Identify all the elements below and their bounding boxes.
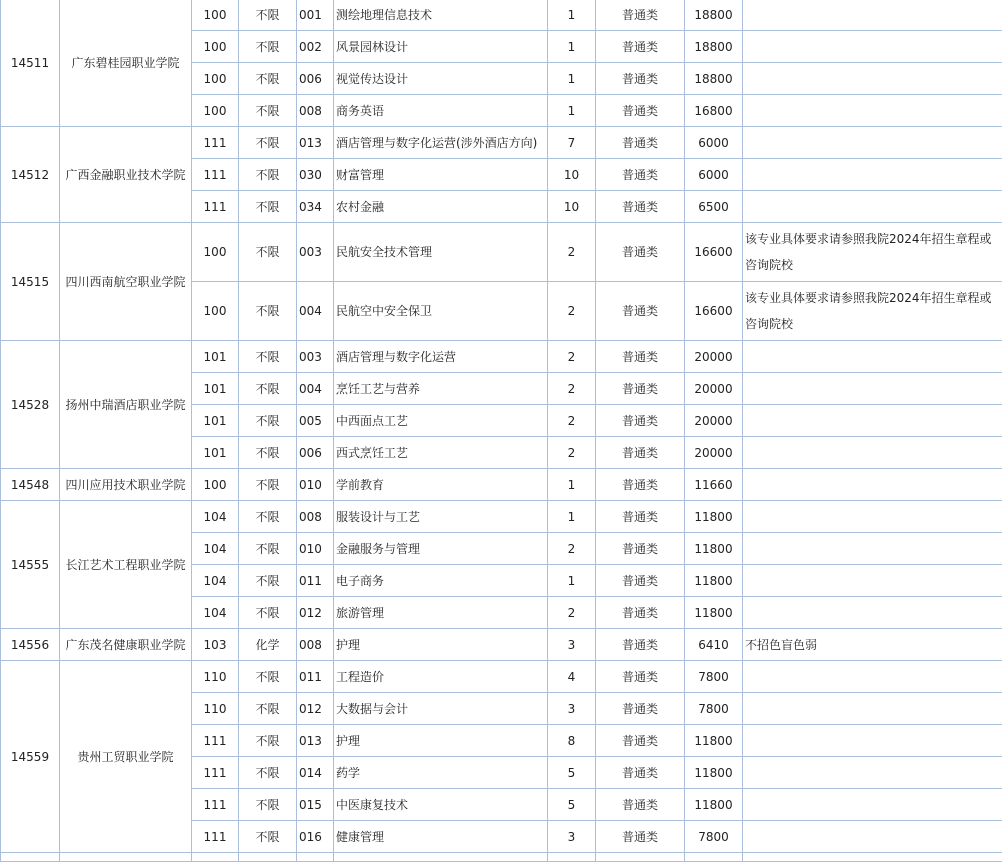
enrollment-group-cell: 111 (192, 191, 239, 223)
major-name-cell: 中西面点工艺 (334, 405, 548, 437)
major-name-cell: 酒店管理与数字化运营 (334, 341, 548, 373)
enrollment-group-cell: 111 (192, 127, 239, 159)
major-code-cell: 014 (297, 757, 334, 789)
major-code-cell: 030 (297, 159, 334, 191)
table-row (1, 661, 1002, 693)
table-row (1, 0, 1002, 31)
subject-requirement-cell: 不限 (239, 159, 297, 191)
enrollment-group-cell: 111 (192, 725, 239, 757)
remark-cell (743, 725, 1002, 757)
school-code-cell: 14511 (1, 0, 60, 127)
remark-cell: 该专业具体要求请参照我院2024年招生章程或咨询院校 (743, 282, 1002, 341)
enrollment-group-cell: 104 (192, 501, 239, 533)
remark-cell (743, 373, 1002, 405)
major-name-cell: 旅游管理 (334, 597, 548, 629)
enrollment-group-cell: 103 (192, 629, 239, 661)
subject-requirement-cell: 不限 (239, 597, 297, 629)
major-name-cell: 学前教育 (334, 469, 548, 501)
tuition-cell: 7800 (685, 693, 743, 725)
plan-count-cell: 2 (548, 437, 596, 469)
major-name-cell: 药学 (334, 757, 548, 789)
major-code-cell: 013 (297, 127, 334, 159)
subject-requirement-cell: 不限 (239, 31, 297, 63)
table-body (1, 0, 1002, 862)
category-cell: 普通类 (596, 0, 685, 31)
tuition-cell: 18800 (685, 63, 743, 95)
remark-cell (743, 693, 1002, 725)
major-code-cell: 010 (297, 533, 334, 565)
major-name-cell: 中医康复技术 (334, 789, 548, 821)
subject-requirement-cell: 不限 (239, 565, 297, 597)
remark-cell (743, 661, 1002, 693)
category-cell: 普通类 (596, 223, 685, 282)
subject-requirement-cell: 不限 (239, 725, 297, 757)
remark-cell (743, 437, 1002, 469)
plan-count-cell: 1 (548, 31, 596, 63)
subject-requirement-cell: 不限 (239, 437, 297, 469)
tuition-cell: 6500 (685, 191, 743, 223)
major-code-cell: 034 (297, 191, 334, 223)
category-cell: 普通类 (596, 597, 685, 629)
enrollment-group-cell: 111 (192, 159, 239, 191)
remark-cell (743, 127, 1002, 159)
school-name-cell: 长江艺术工程职业学院 (60, 501, 192, 629)
subject-requirement-cell: 化学 (239, 629, 297, 661)
major-name-cell: 电子商务 (334, 565, 548, 597)
remark-cell (743, 159, 1002, 191)
plan-count-cell: 1 (548, 565, 596, 597)
enrollment-group-cell: 111 (192, 757, 239, 789)
major-code-cell: 008 (297, 95, 334, 127)
plan-count-cell: 2 (548, 405, 596, 437)
enrollment-group-cell: 110 (192, 661, 239, 693)
empty-cell (743, 853, 1002, 862)
table-row (1, 341, 1002, 373)
empty-cell (60, 853, 192, 862)
major-code-cell: 016 (297, 821, 334, 853)
remark-cell (743, 341, 1002, 373)
subject-requirement-cell: 不限 (239, 341, 297, 373)
plan-count-cell: 2 (548, 597, 596, 629)
plan-count-cell: 4 (548, 661, 596, 693)
tuition-cell: 11800 (685, 533, 743, 565)
remark-cell (743, 0, 1002, 31)
subject-requirement-cell: 不限 (239, 282, 297, 341)
empty-cell (297, 853, 334, 862)
table-row (1, 629, 1002, 661)
subject-requirement-cell: 不限 (239, 533, 297, 565)
empty-cell (1, 853, 60, 862)
enrollment-group-cell: 104 (192, 597, 239, 629)
major-code-cell: 006 (297, 63, 334, 95)
tuition-cell: 16800 (685, 95, 743, 127)
enrollment-group-cell: 101 (192, 437, 239, 469)
major-name-cell: 民航空中安全保卫 (334, 282, 548, 341)
remark-cell (743, 31, 1002, 63)
remark-cell (743, 469, 1002, 501)
major-code-cell: 015 (297, 789, 334, 821)
category-cell: 普通类 (596, 661, 685, 693)
category-cell: 普通类 (596, 821, 685, 853)
remark-cell (743, 789, 1002, 821)
enrollment-group-cell: 101 (192, 405, 239, 437)
school-name-cell: 四川应用技术职业学院 (60, 469, 192, 501)
category-cell: 普通类 (596, 437, 685, 469)
plan-count-cell: 2 (548, 341, 596, 373)
empty-cell (596, 853, 685, 862)
enrollment-group-cell: 100 (192, 223, 239, 282)
plan-count-cell: 1 (548, 63, 596, 95)
school-code-cell: 14528 (1, 341, 60, 469)
school-code-cell: 14559 (1, 661, 60, 853)
plan-count-cell: 3 (548, 693, 596, 725)
major-name-cell: 财富管理 (334, 159, 548, 191)
school-code-cell: 14556 (1, 629, 60, 661)
tuition-cell: 6000 (685, 159, 743, 191)
school-code-cell: 14515 (1, 223, 60, 341)
school-name-cell: 四川西南航空职业学院 (60, 223, 192, 341)
table-row (1, 501, 1002, 533)
subject-requirement-cell: 不限 (239, 373, 297, 405)
tuition-cell: 11800 (685, 565, 743, 597)
tuition-cell: 20000 (685, 405, 743, 437)
category-cell: 普通类 (596, 757, 685, 789)
empty-cell (192, 853, 239, 862)
major-code-cell: 008 (297, 629, 334, 661)
enrollment-group-cell: 100 (192, 282, 239, 341)
major-code-cell: 004 (297, 373, 334, 405)
major-code-cell: 002 (297, 31, 334, 63)
subject-requirement-cell: 不限 (239, 469, 297, 501)
school-name-cell: 广东茂名健康职业学院 (60, 629, 192, 661)
category-cell: 普通类 (596, 629, 685, 661)
category-cell: 普通类 (596, 693, 685, 725)
category-cell: 普通类 (596, 565, 685, 597)
school-code-cell: 14512 (1, 127, 60, 223)
plan-count-cell: 2 (548, 373, 596, 405)
major-name-cell: 金融服务与管理 (334, 533, 548, 565)
subject-requirement-cell: 不限 (239, 223, 297, 282)
enrollment-group-cell: 100 (192, 95, 239, 127)
enrollment-group-cell: 100 (192, 31, 239, 63)
remark-cell (743, 821, 1002, 853)
major-name-cell: 商务英语 (334, 95, 548, 127)
school-code-cell: 14548 (1, 469, 60, 501)
major-code-cell: 013 (297, 725, 334, 757)
category-cell: 普通类 (596, 405, 685, 437)
category-cell: 普通类 (596, 533, 685, 565)
subject-requirement-cell: 不限 (239, 0, 297, 31)
major-name-cell: 视觉传达设计 (334, 63, 548, 95)
major-code-cell: 006 (297, 437, 334, 469)
tuition-cell: 16600 (685, 282, 743, 341)
major-code-cell: 003 (297, 341, 334, 373)
subject-requirement-cell: 不限 (239, 63, 297, 95)
tuition-cell: 6410 (685, 629, 743, 661)
major-name-cell: 服装设计与工艺 (334, 501, 548, 533)
tuition-cell: 20000 (685, 373, 743, 405)
subject-requirement-cell: 不限 (239, 757, 297, 789)
major-code-cell: 004 (297, 282, 334, 341)
enrollment-group-cell: 104 (192, 533, 239, 565)
tuition-cell: 18800 (685, 0, 743, 31)
major-name-cell: 烹饪工艺与营养 (334, 373, 548, 405)
remark-cell (743, 95, 1002, 127)
plan-count-cell: 1 (548, 469, 596, 501)
category-cell: 普通类 (596, 31, 685, 63)
enrollment-group-cell: 100 (192, 0, 239, 31)
major-name-cell: 大数据与会计 (334, 693, 548, 725)
tuition-cell: 11800 (685, 725, 743, 757)
enrollment-group-cell: 104 (192, 565, 239, 597)
plan-count-cell: 3 (548, 629, 596, 661)
empty-cell (334, 853, 548, 862)
tuition-cell: 11660 (685, 469, 743, 501)
major-code-cell: 012 (297, 597, 334, 629)
major-name-cell: 酒店管理与数字化运营(涉外酒店方向) (334, 127, 548, 159)
plan-count-cell: 1 (548, 501, 596, 533)
tuition-cell: 11800 (685, 757, 743, 789)
major-name-cell: 健康管理 (334, 821, 548, 853)
table-row (1, 127, 1002, 159)
major-code-cell: 003 (297, 223, 334, 282)
tuition-cell: 11800 (685, 789, 743, 821)
category-cell: 普通类 (596, 95, 685, 127)
major-code-cell: 008 (297, 501, 334, 533)
enrollment-group-cell: 101 (192, 373, 239, 405)
major-name-cell: 风景园林设计 (334, 31, 548, 63)
school-name-cell: 扬州中瑞酒店职业学院 (60, 341, 192, 469)
plan-count-cell: 1 (548, 95, 596, 127)
major-code-cell: 005 (297, 405, 334, 437)
remark-cell (743, 501, 1002, 533)
major-name-cell: 护理 (334, 725, 548, 757)
plan-count-cell: 3 (548, 821, 596, 853)
plan-count-cell: 2 (548, 533, 596, 565)
subject-requirement-cell: 不限 (239, 693, 297, 725)
remark-cell (743, 533, 1002, 565)
enrollment-group-cell: 100 (192, 63, 239, 95)
tuition-cell: 7800 (685, 661, 743, 693)
subject-requirement-cell: 不限 (239, 661, 297, 693)
category-cell: 普通类 (596, 63, 685, 95)
empty-cell (685, 853, 743, 862)
school-name-cell: 广西金融职业技术学院 (60, 127, 192, 223)
major-name-cell: 西式烹饪工艺 (334, 437, 548, 469)
remark-cell: 不招色盲色弱 (743, 629, 1002, 661)
major-name-cell: 农村金融 (334, 191, 548, 223)
table-row (1, 223, 1002, 282)
enrollment-group-cell: 111 (192, 789, 239, 821)
subject-requirement-cell: 不限 (239, 127, 297, 159)
school-name-cell: 广东碧桂园职业学院 (60, 0, 192, 127)
tuition-cell: 6000 (685, 127, 743, 159)
tuition-cell: 20000 (685, 437, 743, 469)
subject-requirement-cell: 不限 (239, 95, 297, 127)
category-cell: 普通类 (596, 789, 685, 821)
category-cell: 普通类 (596, 725, 685, 757)
tuition-cell: 16600 (685, 223, 743, 282)
category-cell: 普通类 (596, 191, 685, 223)
plan-count-cell: 10 (548, 191, 596, 223)
school-code-cell: 14555 (1, 501, 60, 629)
category-cell: 普通类 (596, 501, 685, 533)
plan-count-cell: 10 (548, 159, 596, 191)
major-name-cell: 测绘地理信息技术 (334, 0, 548, 31)
plan-count-cell: 5 (548, 757, 596, 789)
remark-cell (743, 597, 1002, 629)
category-cell: 普通类 (596, 159, 685, 191)
empty-cell (548, 853, 596, 862)
major-name-cell: 民航安全技术管理 (334, 223, 548, 282)
major-name-cell: 护理 (334, 629, 548, 661)
tuition-cell: 7800 (685, 821, 743, 853)
plan-count-cell: 1 (548, 0, 596, 31)
subject-requirement-cell: 不限 (239, 821, 297, 853)
subject-requirement-cell: 不限 (239, 501, 297, 533)
enrollment-group-cell: 111 (192, 821, 239, 853)
enrollment-group-cell: 101 (192, 341, 239, 373)
tuition-cell: 11800 (685, 501, 743, 533)
category-cell: 普通类 (596, 373, 685, 405)
plan-count-cell: 5 (548, 789, 596, 821)
major-code-cell: 011 (297, 661, 334, 693)
remark-cell (743, 63, 1002, 95)
school-name-cell: 贵州工贸职业学院 (60, 661, 192, 853)
subject-requirement-cell: 不限 (239, 789, 297, 821)
major-code-cell: 001 (297, 0, 334, 31)
category-cell: 普通类 (596, 341, 685, 373)
table-row-partial (1, 853, 1002, 862)
remark-cell (743, 191, 1002, 223)
major-code-cell: 010 (297, 469, 334, 501)
major-name-cell: 工程造价 (334, 661, 548, 693)
major-code-cell: 011 (297, 565, 334, 597)
enrollment-group-cell: 100 (192, 469, 239, 501)
empty-cell (239, 853, 297, 862)
plan-count-cell: 8 (548, 725, 596, 757)
plan-count-cell: 2 (548, 223, 596, 282)
category-cell: 普通类 (596, 127, 685, 159)
major-code-cell: 012 (297, 693, 334, 725)
category-cell: 普通类 (596, 282, 685, 341)
plan-count-cell: 7 (548, 127, 596, 159)
remark-cell: 该专业具体要求请参照我院2024年招生章程或咨询院校 (743, 223, 1002, 282)
remark-cell (743, 565, 1002, 597)
remark-cell (743, 405, 1002, 437)
table-row (1, 469, 1002, 501)
tuition-cell: 20000 (685, 341, 743, 373)
category-cell: 普通类 (596, 469, 685, 501)
subject-requirement-cell: 不限 (239, 405, 297, 437)
subject-requirement-cell: 不限 (239, 191, 297, 223)
tuition-cell: 11800 (685, 597, 743, 629)
plan-count-cell: 2 (548, 282, 596, 341)
enrollment-group-cell: 110 (192, 693, 239, 725)
tuition-cell: 18800 (685, 31, 743, 63)
remark-cell (743, 757, 1002, 789)
